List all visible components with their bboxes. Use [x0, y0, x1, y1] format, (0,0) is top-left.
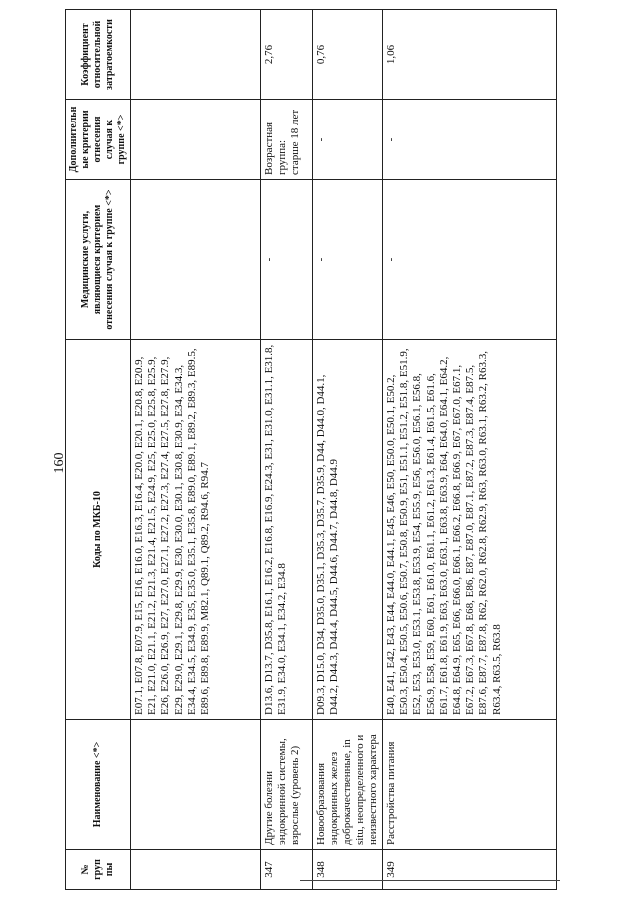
cell-coef — [131, 10, 261, 100]
cell-services — [131, 180, 261, 340]
cell-codes: E07.1, E07.8, E07.9, E15, E16, E16.0, E16.3, E16.4, E20.0, E20.1, E20.8, E20.9, E21, E21.0, E21.1, E21.2, E21.3, E21.4, E21.5, E24.9, E25, E25.0, E25.8, E25.9, E26, E26.0, E26.9, E27, E27.0, E27.1, E27.2, E27.3, E27.4, E27.5, E27.8, E27.9, E29, E29.0, E29.1, E29.8, E29.9, E30, E30.0, E30.1, E30.8, E30.9, E34, E34.3, E34.4, E34.5, E34.9, E35, E35.0, E35.1, E35.8, E89.0, E89.1, E89.2, E89.3, E89.5, E89.6, E89.8, E89.9, M82.1, Q89.1, Q89.2, R94.6, R94.7 — [131, 340, 261, 720]
cell-codes: D09.3, D15.0, D34, D35.0, D35.1, D35.3, D35.7, D35.9, D44, D44.0, D44.1, D44.2, D44.3, D44.4, D44.5, D44.6, D44.7, D44.8, D44.9 — [313, 340, 383, 720]
tariff-table — [65, 9, 557, 890]
cell-extra: - — [313, 100, 383, 180]
header-name: Наименование <*> — [66, 720, 131, 850]
cell-extra: - — [383, 100, 557, 180]
cell-codes: E40, E41, E42, E43, E44, E44.0, E44.1, E45, E46, E50, E50.0, E50.1, E50.2, E50.3, E50.4, E50.5, E50.6, E50.7, E50.8, E50.9, E51, E51.1, E51.2, E51.8, E51.9, E52, E53, E53.0, E53.1, E53.8, E53.9, E54, E55.9, E56, E56.0, E56.1, E56.8, E56.9, E58, E59, E60, E61, E61.0, E61.1, E61.2, E61.3, E61.4, E61.5, E61.6, E61.7, E61.8, E61.9, E63, E63.0, E63.1, E63.8, E63.9, E64, E64.0, E64.1, E64.2, E64.8, E64.9, E65, E66, E66.0, E66.1, E66.2, E66.8, E66.9, E67, E67.0, E67.1, E67.2, E67.3, E67.8, E68, E86, E87, E87.0, E87.1, E87.2, E87.3, E87.4, E87.5, E87.6, E87.7, E87.8, R62, R62.0, R62.8, R62.9, R63, R63.0, R63.1, R63.2, R63.3, R63.4, R63.5, R63.8 — [383, 340, 557, 720]
cell-name: Новообразования эндокринных желез доброкачественные, in situ, неопределенного и неизвестного характера — [313, 720, 383, 850]
cell-services: - — [313, 180, 383, 340]
header-codes: Коды по МКБ-10 — [66, 340, 131, 720]
header-services: Медицинские услуги, являющиеся критерием отнесения случая к группе <*> — [66, 180, 131, 340]
table-row — [313, 10, 383, 890]
cell-name: Расстройства питания — [383, 720, 557, 850]
cell-coef: 0,76 — [313, 10, 383, 100]
table-row — [131, 10, 261, 890]
cell-extra: Возрастная группа: старше 18 лет — [261, 100, 313, 180]
footer-divider — [300, 880, 560, 881]
header-coef: Коэффициент относительной затратоемкости — [66, 10, 131, 100]
header-extra: Дополнительн ые критерии отнесения случая к группе <*> — [66, 100, 131, 180]
table-row — [383, 10, 557, 890]
table-header-row — [66, 10, 131, 890]
cell-extra — [131, 100, 261, 180]
rotated-table-wrapper — [65, 10, 557, 890]
page-number: 160 — [52, 452, 67, 474]
cell-coef: 1,06 — [383, 10, 557, 100]
cell-num: 347 — [261, 850, 313, 890]
cell-num: 348 — [313, 850, 383, 890]
cell-services: - — [383, 180, 557, 340]
table-row — [261, 10, 313, 890]
cell-num — [131, 850, 261, 890]
cell-num: 349 — [383, 850, 557, 890]
cell-services: - — [261, 180, 313, 340]
header-num: № груп пы — [66, 850, 131, 890]
cell-codes: D13.6, D13.7, D35.8, E16.1, E16.2, E16.8, E16.9, E24.3, E31, E31.0, E31.1, E31.8, E31.9, E34.0, E34.1, E34.2, E34.8 — [261, 340, 313, 720]
cell-coef: 2,76 — [261, 10, 313, 100]
cell-name — [131, 720, 261, 850]
cell-name: Другие болезни эндокринной системы, взрослые (уровень 2) — [261, 720, 313, 850]
